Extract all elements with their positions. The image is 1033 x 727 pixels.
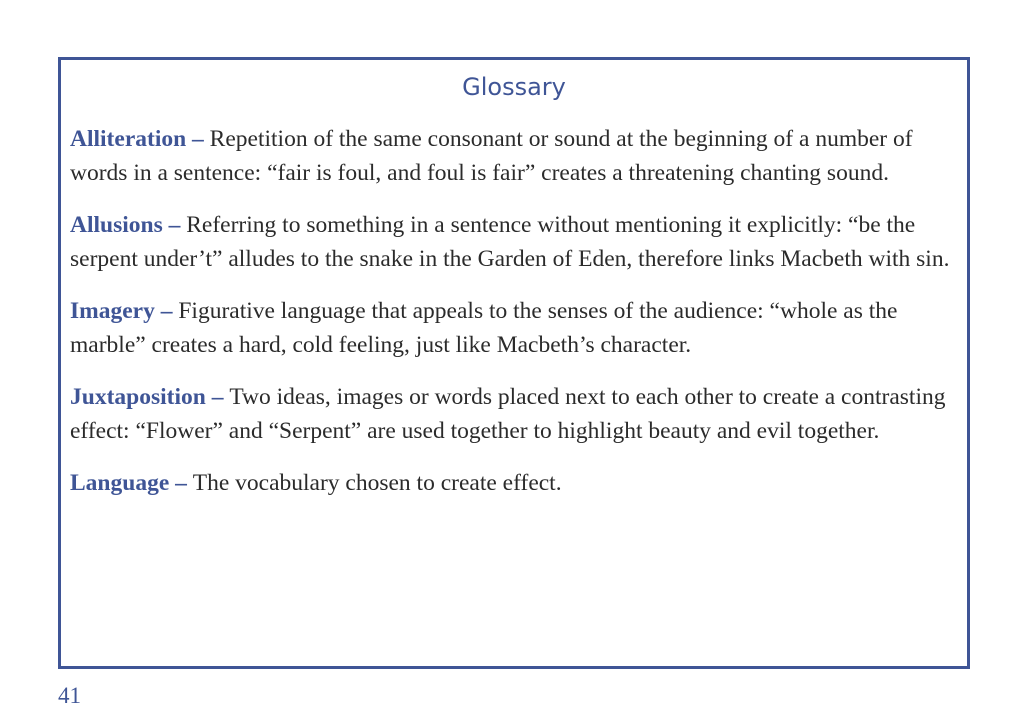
glossary-definition: Repetition of the same consonant or sound at the beginning of a number of words in a sentence: “fair is foul, and foul is fair” creates a threatening chanting sound. <box>70 126 913 186</box>
page-number: 41 <box>58 683 81 708</box>
glossary-definition: Two ideas, images or words placed next to each other to create a contrasting effect: “Flower” and “Serpent” are used together to highlight beauty and evil together. <box>70 384 946 444</box>
glossary-term: Alliteration – <box>70 126 210 152</box>
glossary-entry-language <box>70 467 960 501</box>
glossary-box <box>58 57 970 669</box>
glossary-entry-list <box>70 123 960 520</box>
glossary-definition: Referring to something in a sentence without mentioning it explicitly: “be the serpent under’t” alludes to the snake in the Garden of Eden, therefore links Macbeth with sin. <box>70 212 950 272</box>
glossary-term: Allusions – <box>70 212 187 238</box>
glossary-term: Juxtaposition – <box>70 384 230 410</box>
glossary-entry-alliteration <box>70 123 960 190</box>
glossary-entry-allusions <box>70 209 960 276</box>
glossary-entry-juxtaposition <box>70 381 960 448</box>
glossary-definition: Figurative language that appeals to the senses of the audience: “whole as the marble” creates a hard, cold feeling, just like Macbeth’s character. <box>70 298 898 358</box>
glossary-title: Glossary <box>462 73 566 101</box>
glossary-entry-imagery <box>70 295 960 362</box>
glossary-term: Imagery – <box>70 298 179 324</box>
glossary-term: Language – <box>70 470 193 496</box>
glossary-definition: The vocabulary chosen to create effect. <box>192 470 562 496</box>
